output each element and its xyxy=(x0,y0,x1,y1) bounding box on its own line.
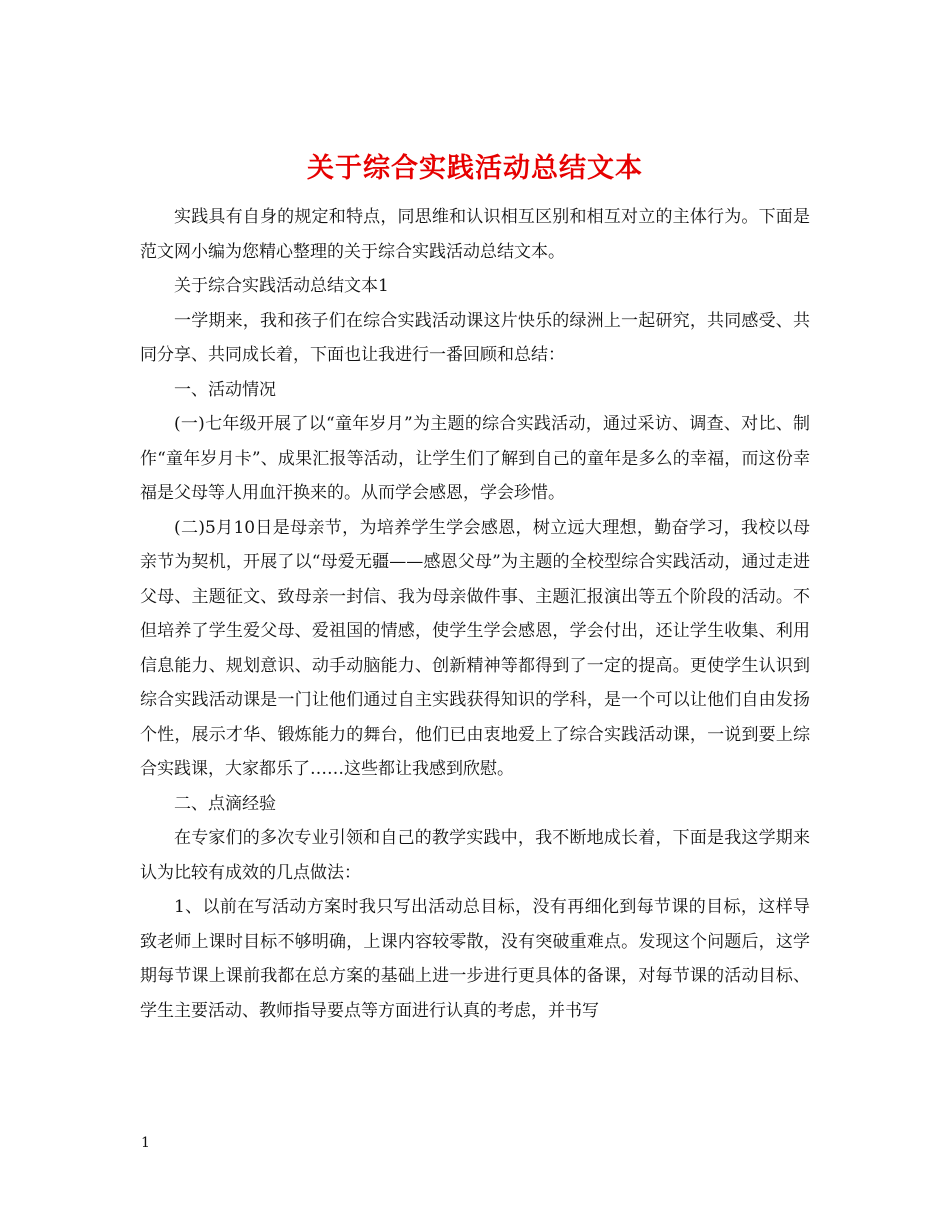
page-number: 1 xyxy=(141,1135,150,1151)
intro-paragraph: 实践具有自身的规定和特点，同思维和认识相互区别和相互对立的主体行为。下面是范文网小编为您精心整理的关于综合实践活动总结文本。 xyxy=(140,207,810,262)
heading-activity-situation: 一、活动情况 xyxy=(174,379,276,400)
activity-paragraph-1: (一)七年级开展了以“童年岁月”为主题的综合实践活动，通过采访、调查、对比、制作“童年岁月卡”、成果汇报等活动，让学生们了解到自己的童年是多么的幸福，而这份幸福是父母等人用血汗换来的。从而学会感恩，学会珍惜。 xyxy=(140,414,810,503)
document-title: 关于综合实践活动总结文本 xyxy=(307,153,643,185)
activity-paragraph-2: (二)5月10日是母亲节，为培养学生学会感恩，树立远大理想，勤奋学习，我校以母亲节为契机，开展了以“母爱无疆——感恩父母”为主题的全校型综合实践活动，通过走进父母、主题征文、致母亲一封信、我为母亲做件事、主题汇报演出等五个阶段的活动。不但培养了学生爱父母、爱祖国的情感，使学生学会感恩，学会付出，还让学生收集、利用信息能力、规划意识、动手动脑能力、创新精神等都得到了一定的提高。更使学生认识到综合实践活动课是一门让他们通过自主实践获得知识的学科，是一个可以让他们自由发扬个性，展示才华、锻炼能力的舞台，他们已由衷地爱上了综合实践活动课，一说到要上综合实践课，大家都乐了……这些都让我感到欣慰。 xyxy=(140,517,810,779)
heading-experience: 二、点滴经验 xyxy=(174,793,276,814)
section-title-1: 关于综合实践活动总结文本1 xyxy=(174,276,389,296)
document-body xyxy=(140,200,810,1028)
experience-point-1: 1、以前在写活动方案时我只写出活动总目标，没有再细化到每节课的目标，这样导致老师上课时目标不够明确，上课内容较零散，没有突破重难点。发现这个问题后，这学期每节课上课前我都在总方案的基础上进一步进行更具体的备课，对每节课的活动目标、学生主要活动、教师指导要点等方面进行认真的考虑，并书写 xyxy=(140,897,810,1021)
experience-intro-paragraph: 在专家们的多次专业引领和自己的教学实践中，我不断地成长着，下面是我这学期来认为比较有成效的几点做法： xyxy=(140,828,810,883)
opening-paragraph: 一学期来，我和孩子们在综合实践活动课这片快乐的绿洲上一起研究，共同感受、共同分享、共同成长着，下面也让我进行一番回顾和总结： xyxy=(140,310,810,365)
